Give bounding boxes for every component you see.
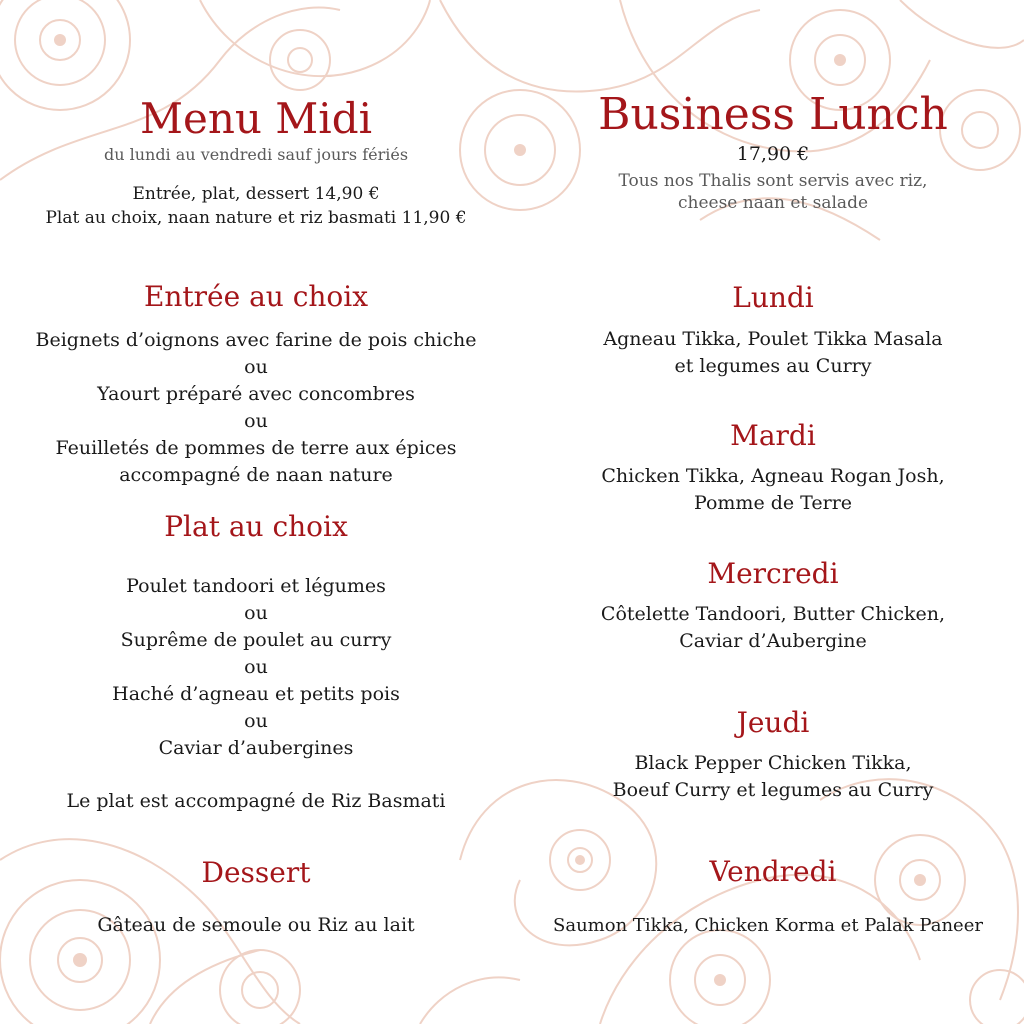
business-lunch-price: 17,90 € [736,143,810,165]
day-heading-mercredi: Mercredi [707,557,839,590]
list-item: ou [244,410,268,432]
list-item: Feuilletés de pommes de terre aux épices [55,437,457,459]
dish-line: Pomme de Terre [693,492,853,514]
list-item: ou [244,710,268,732]
plat-note: Le plat est accompagné de Riz Basmati [66,790,446,812]
dish-line: Saumon Tikka, Chicken Korma et Palak Paneer [553,915,983,936]
list-item: Beignets d’oignons avec farine de pois chiche [35,329,477,351]
dish-line: Caviar d’Aubergine [679,630,867,652]
list-item: accompagné de naan nature [119,464,393,486]
business-lunch-subtitle [522,170,1024,214]
day-dishes-mardi [522,463,1024,517]
day-dishes-mercredi [522,601,1024,655]
dish-line: Chicken Tikka, Agneau Rogan Josh, [601,465,945,487]
subtitle-line: cheese naan et salade [677,193,869,213]
day-dishes-lundi [522,326,1024,380]
dish-line: Côtelette Tandoori, Butter Chicken, [600,603,946,625]
plat-heading: Plat au choix [164,510,348,543]
list-item: Suprême de poulet au curry [120,629,392,651]
price-line: Plat au choix, naan nature et riz basmati 11,90 € [45,208,467,228]
day-heading-jeudi: Jeudi [736,706,810,739]
day-heading-lundi: Lundi [732,281,814,314]
entree-list [0,327,512,489]
day-heading-vendredi: Vendredi [709,855,837,888]
list-item: Poulet tandoori et légumes [126,575,386,597]
dish-line: et legumes au Curry [674,355,872,377]
subtitle-line: Tous nos Thalis sont servis avec riz, [618,171,928,191]
dish-line: Boeuf Curry et legumes au Curry [612,779,934,801]
list-item: Yaourt préparé avec concombres [97,383,415,405]
dessert-text: Gâteau de semoule ou Riz au lait [97,914,415,936]
plat-list [0,573,512,762]
list-item: ou [244,656,268,678]
list-item: Caviar d’aubergines [158,737,354,759]
day-dishes-vendredi [512,912,1024,939]
dessert-heading: Dessert [201,856,311,889]
entree-heading: Entrée au choix [143,280,369,313]
day-heading-mardi: Mardi [730,419,816,452]
menu-midi-title: Menu Midi [139,94,373,143]
list-item: Haché d’agneau et petits pois [112,683,400,705]
list-item: ou [244,356,268,378]
price-line: Entrée, plat, dessert 14,90 € [132,184,380,204]
dish-line: Agneau Tikka, Poulet Tikka Masala [603,328,943,350]
business-lunch-title: Business Lunch [598,89,948,140]
dish-line: Black Pepper Chicken Tikka, [634,752,912,774]
menu-midi-subtitle: du lundi au vendredi sauf jours fériés [103,145,409,164]
day-dishes-jeudi [522,750,1024,804]
menu-midi-prices [0,182,512,230]
list-item: ou [244,602,268,624]
